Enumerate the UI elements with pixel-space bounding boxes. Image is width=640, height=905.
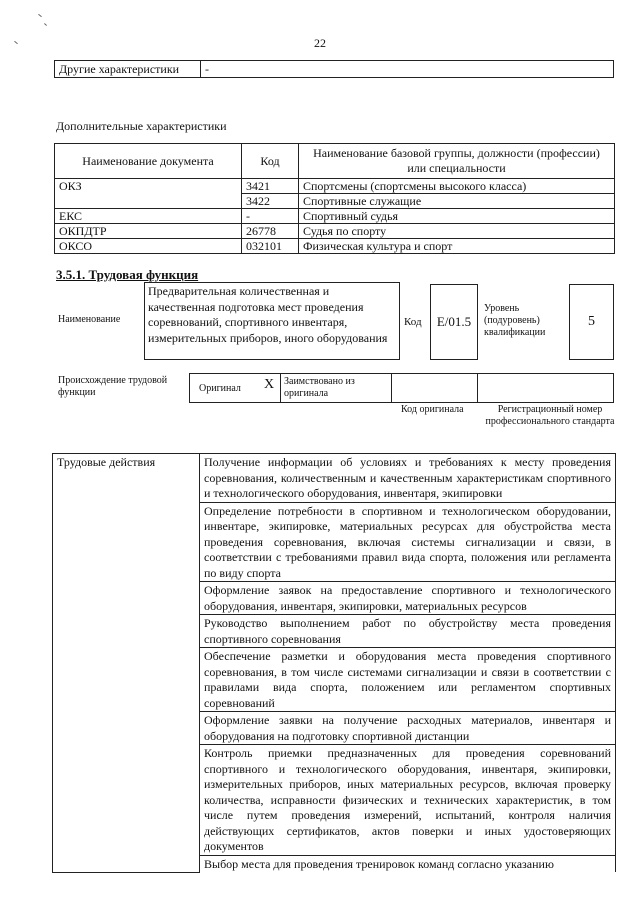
table-row: ОКЗ 3421 Спортсмены (спортсмены высокого класса): [55, 179, 615, 194]
labor-action-item: Определение потребности в спортивном и технологическом оборудовании, инвентаре, экипировке, материальных ресурсах для обустройства места проведения соревнования, включая системы сигнализации и связи, в соответствии с требованиями правил вида спорта, положения или регламента по виду спорта: [200, 502, 616, 582]
labor-actions-label: Трудовые действия: [53, 454, 200, 873]
origin-original-mark: X: [264, 377, 275, 392]
function-code-label: Код: [404, 316, 422, 328]
origin-original-label: Оригинал: [199, 383, 241, 394]
qualification-level-label: Уровень (подуровень) квалификации: [484, 303, 546, 338]
labor-action-item: Оформление заявок на предоставление спортивного и технологического оборудования, инвентаря, экипировки, материальных ресурсов: [200, 582, 616, 615]
reg-number-caption: Регистрационный номер профессионального стандарта: [485, 404, 615, 427]
origin-reg-number-cell: [477, 373, 614, 403]
function-name-value: Предварительная количественная и качественная подготовка мест проведения соревнований, спортивного инвентаря, измерительных приборов, иного оборудования: [144, 282, 400, 360]
labor-action-item: Выбор места для проведения тренировок команд согласно указанию: [200, 855, 616, 872]
table-row: 3422 Спортивные служащие: [55, 194, 615, 209]
labor-action-item: Контроль приемки предназначенных для проведения соревнований спортивного и технологического оборудования, инвентаря, экипировки, измерительных приборов, иных материальных ресурсов, включая проверку количества, исправности физических и технических характеристик, в том числе путем проведения измерений, испытаний, контроля наличия действующих сертификатов, актов поверки и иных удостоверяющих документов: [200, 745, 616, 856]
header-group-name: Наименование базовой группы, должности (профессии) или специальности: [299, 144, 615, 179]
code-original-caption: Код оригинала: [401, 404, 464, 415]
table-row: ОКСО 032101 Физическая культура и спорт: [55, 239, 615, 254]
other-characteristics-label: Другие характеристики: [55, 61, 201, 78]
labor-action-item: Получение информации об условиях и требованиях к месту проведения соревнования, количественным и качественным характеристикам спортивного и технологического оборудования, инвентаря, экипировки: [200, 454, 616, 503]
scan-mark: [38, 14, 42, 17]
additional-characteristics-table: [54, 143, 615, 254]
header-document-name: Наименование документа: [55, 144, 242, 179]
origin-original-cell: [189, 373, 281, 403]
function-code-value: E/01.5: [430, 284, 478, 360]
page-number: 22: [314, 36, 326, 50]
qualification-level-value: 5: [569, 284, 614, 360]
labor-action-item: Оформление заявки на получение расходных материалов, инвентаря и оборудования на подготовку спортивной дистанции: [200, 712, 616, 745]
additional-characteristics-caption: Дополнительные характеристики: [56, 119, 227, 133]
other-characteristics-table: [54, 60, 614, 78]
header-code: Код: [242, 144, 299, 179]
function-title: 3.5.1. Трудовая функция: [56, 267, 199, 282]
labor-action-item: Руководство выполнением работ по обустройству места проведения спортивного соревнования: [200, 615, 616, 648]
origin-borrowed-label: Заимствовано из оригинала: [280, 373, 392, 403]
labor-actions-table: [52, 453, 616, 873]
scan-mark: [44, 23, 47, 26]
origin-code-cell: [391, 373, 478, 403]
table-row: [53, 454, 616, 503]
function-name-label: Наименование: [58, 314, 121, 325]
origin-label: Происхождение трудовой функции: [58, 375, 168, 398]
table-row: ОКПДТР 26778 Судья по спорту: [55, 224, 615, 239]
table-row: ЕКС - Спортивный судья: [55, 209, 615, 224]
labor-action-item: Обеспечение разметки и оборудования места проведения спортивного соревнования, в том числе системами сигнализации и связи в соответствии с правилами вида спорта, положением или регламентом спортивных соревнований: [200, 648, 616, 712]
other-characteristics-value: -: [201, 61, 614, 78]
